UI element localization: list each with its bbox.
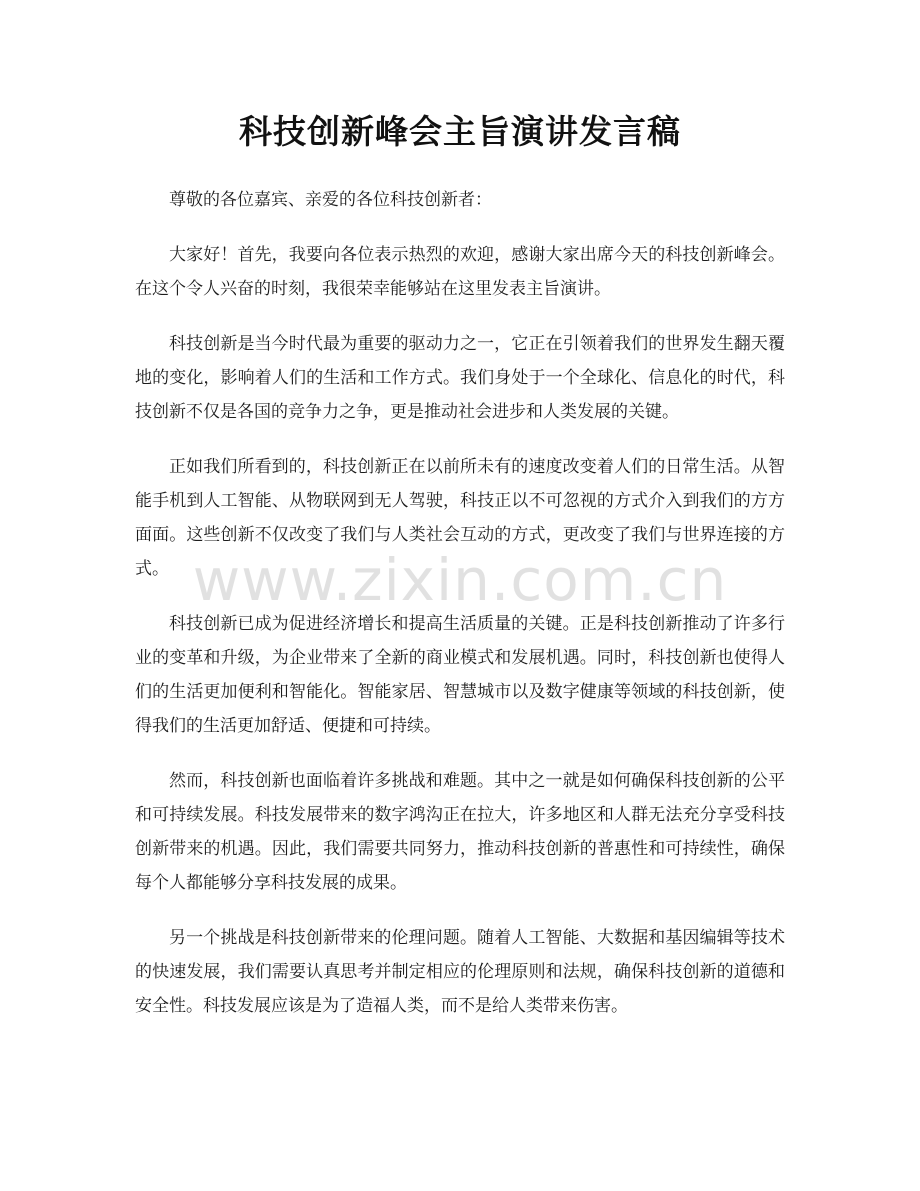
paragraph-economic-growth: 科技创新已成为促进经济增长和提高生活质量的关键。正是科技创新推动了许多行业的变革和升级，为企业带来了全新的商业模式和发展机遇。同时，科技创新也使得人们的生活更加便利和智能化。智能家居、智慧城市以及数字健康等领域的科技创新，使得我们的生活更加舒适、便捷和可持续。: [135, 614, 785, 736]
paragraph-driving-force: 科技创新是当今时代最为重要的驱动力之一，它正在引领着我们的世界发生翻天覆地的变化，影响着人们的生活和工作方式。我们身处于一个全球化、信息化的时代，科技创新不仅是各国的竞争力之争，更是推动社会进步和人类发展的关键。: [135, 334, 785, 422]
paragraph-challenges: 然而，科技创新也面临着许多挑战和难题。其中之一就是如何确保科技创新的公平和可持续发展。科技发展带来的数字鸿沟正在拉大，许多地区和人群无法充分享受科技创新带来的机遇。因此，我们需要共同努力，推动科技创新的普惠性和可持续性，确保每个人都能够分享科技发展的成果。: [135, 771, 785, 893]
paragraph-ethics: 另一个挑战是科技创新带来的伦理问题。随着人工智能、大数据和基因编辑等技术的快速发展，我们需要认真思考并制定相应的伦理原则和法规，确保科技创新的道德和安全性。科技发展应该是为了造福人类，而不是给人类带来伤害。: [135, 928, 785, 1016]
document-title: 科技创新峰会主旨演讲发言稿: [239, 112, 681, 151]
paragraph-greeting: 大家好！首先，我要向各位表示热烈的欢迎，感谢大家出席今天的科技创新峰会。在这个令人兴奋的时刻，我很荣幸能够站在这里发表主旨演讲。: [135, 245, 785, 299]
paragraph-daily-life: 正如我们所看到的，科技创新正在以前所未有的速度改变着人们的日常生活。从智能手机到人工智能、从物联网到无人驾驶，科技正以不可忽视的方式介入到我们的方方面面。这些创新不仅改变了我们与人类社会互动的方式，更改变了我们与世界连接的方式。: [135, 457, 785, 579]
paragraph-salutation: 尊敬的各位嘉宾、亲爱的各位科技创新者：: [169, 190, 492, 210]
watermark: www.zixin.com.cn: [192, 546, 728, 614]
document-body: [135, 183, 785, 1044]
